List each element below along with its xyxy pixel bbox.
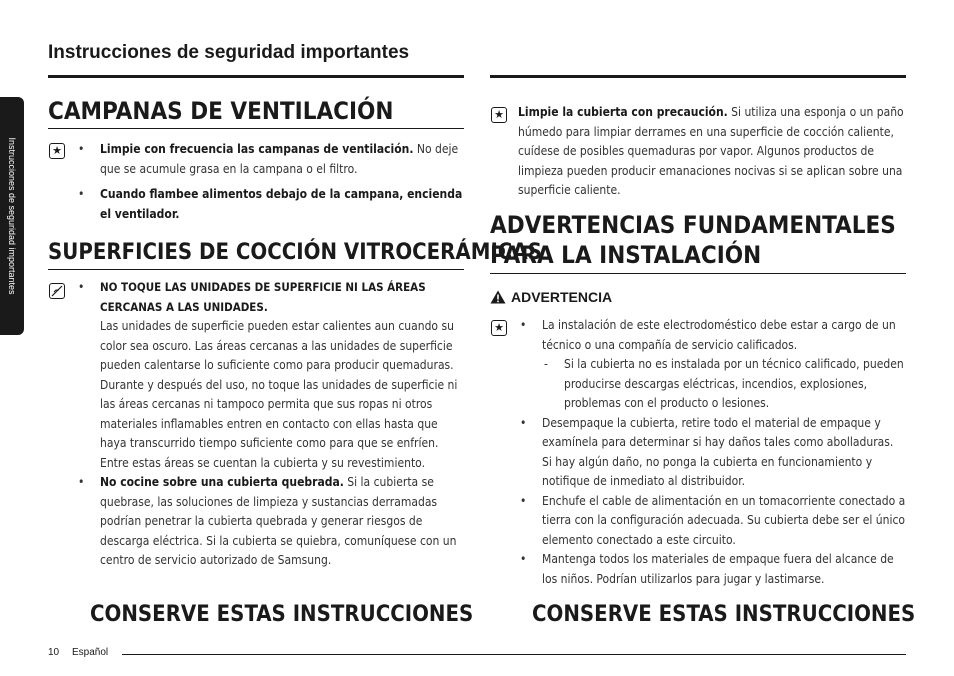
item-text: Las unidades de superficie pueden estar calientes aun cuando su color sea oscuro. Las áreas cercanas a las unidades de superficie pueden calentarse lo suficiente como para producir quemaduras. Durante y después del uso, no toque las unidades de superficie ni las áreas cercanas ni tampoco permita que sus ropas ni otros materiales inflamables entren en contacto con ellas hasta que haya transcurrido tiempo suficiente como para que se enfríen. xyxy=(100,319,458,450)
list-item: • Mantenga todos los materiales de empaque fuera del alcance de los niños. Podrían utilizarlos para jugar y lastimarse. xyxy=(520,552,894,586)
section-title-hoods: CAMPANAS DE VENTILACIÓN xyxy=(48,97,394,125)
list-item: • La instalación de este electrodoméstico debe estar a cargo de un técnico o una compañía de servicio calificados. - Si la cubierta no es instalada por un técnico calificado, pueden producirse descargas eléctricas, incendios, explosiones, problemas con el producto o lesiones. xyxy=(518,316,906,414)
item-extra: Entre estas áreas se cuentan la cubierta y su revestimiento. xyxy=(100,455,425,470)
item-bold: NO TOQUE LAS UNIDADES DE SUPERFICIE NI LAS ÁREAS CERCANAS A LAS UNIDADES. xyxy=(100,280,426,314)
header-rule-right xyxy=(490,75,906,78)
item-text: Desempaque la cubierta, retire todo el material de empaque y examínela para determinar si hay daños tales como abolladuras. Si hay algún daño, no ponga la cubierta en funcionamiento y notifique de inmediato al distribuidor. xyxy=(542,415,894,488)
warning-icon xyxy=(490,290,506,304)
section-title-install: ADVERTENCIAS FUNDAMENTALES PARA LA INSTALACIÓN xyxy=(490,211,896,269)
header-rule-left xyxy=(48,75,464,78)
sub-item: - Si la cubierta no es instalada por un técnico calificado, pueden producirse descargas eléctricas, incendios, explosiones, problemas con el producto o lesiones. xyxy=(544,357,904,410)
item-text: No deje que se acumule grasa en la campana o el filtro. xyxy=(100,142,459,176)
conserve-right: CONSERVE ESTAS INSTRUCCIONES xyxy=(532,602,916,627)
warning-text: ADVERTENCIA xyxy=(511,289,613,305)
item-text: La instalación de este electrodoméstico debe estar a cargo de un técnico o una compañía de servicio calificados. xyxy=(542,318,896,352)
item-bold: Limpie la cubierta con precaución. xyxy=(518,105,728,119)
section-rule-install xyxy=(490,273,906,274)
hoods-list xyxy=(76,140,464,224)
warning-label xyxy=(490,289,612,305)
list-item: • NO TOQUE LAS UNIDADES DE SUPERFICIE NI LAS ÁREAS CERCANAS A LAS UNIDADES. Las unidades de superficie pueden estar calientes aun cuando su color sea oscuro. Las áreas cercanas a las unidades de superficie pueden calentarse lo suficiente como para producir quemaduras. Durante y después del uso, no toque las unidades de superficie ni las áreas cercanas ni tampoco permita que sus ropas ni otros materiales inflamables entren en contacto con ellas hasta que haya transcurrido tiempo suficiente como para que se enfríen. Entre estas áreas se cuentan la cubierta y su revestimiento. xyxy=(76,278,464,473)
conserve-left: CONSERVE ESTAS INSTRUCCIONES xyxy=(90,602,474,627)
item-bold: Cuando flambee alimentos debajo de la campana, encienda el ventilador. xyxy=(100,187,463,221)
ceramic-list xyxy=(76,278,464,571)
page-number: 10 xyxy=(48,647,60,658)
star-icon: ★ xyxy=(491,320,507,336)
star-icon: ★ xyxy=(491,107,507,123)
list-item: • Cuando flambee alimentos debajo de la campana, encienda el ventilador. xyxy=(78,187,463,221)
list-item: • Limpie con frecuencia las campanas de ventilación. No deje que se acumule grasa en la campana o el filtro. xyxy=(78,142,459,176)
clean-item xyxy=(518,103,906,201)
footer-rule xyxy=(122,654,906,655)
install-list xyxy=(518,316,906,589)
side-tab-label: Instrucciones de seguridad importantes xyxy=(7,137,17,295)
list-item: • No cocine sobre una cubierta quebrada. Si la cubierta se quebrase, las soluciones de limpieza y sustancias derramadas podrían penetrar la cubierta quebrada y generar riesgos de descarga eléctrica. Si la cubierta se quiebra, comuníquese con un centro de servicio autorizado de Samsung. xyxy=(78,475,457,567)
star-icon: ★ xyxy=(49,143,65,159)
item-text: Si utiliza una esponja o un paño húmedo para limpiar derrames en una superficie de cocción caliente, cuídese de posibles quemaduras por vapor. Algunos productos de limpieza pueden producir emanaciones nocivas si se aplican sobre una superficie caliente. xyxy=(518,105,904,197)
sub-item-text: Si la cubierta no es instalada por un técnico calificado, pueden producirse descargas eléctricas, incendios, explosiones, problemas con el producto o lesiones. xyxy=(564,357,904,410)
item-bold: Limpie con frecuencia las campanas de ventilación. xyxy=(100,142,414,156)
section-rule-ceramic xyxy=(48,269,464,270)
item-text: Mantenga todos los materiales de empaque fuera del alcance de los niños. Podrían utilizarlos para jugar y lastimarse. xyxy=(542,552,894,586)
left-column xyxy=(48,96,464,126)
side-tab xyxy=(0,97,24,335)
section-rule-hoods xyxy=(48,128,464,129)
item-text: Enchufe el cable de alimentación en un tomacorriente conectado a tierra con la configuración adecuada. Su cubierta debe ser el único elemento conectado a este circuito. xyxy=(542,493,906,547)
page-title: Instrucciones de seguridad importantes xyxy=(48,42,410,63)
section-install xyxy=(490,210,906,270)
footer-language: Español xyxy=(72,647,109,658)
item-bold: No cocine sobre una cubierta quebrada. xyxy=(100,475,344,489)
no-touch-icon xyxy=(49,283,65,299)
list-item: • Enchufe el cable de alimentación en un tomacorriente conectado a tierra con la configuración adecuada. Su cubierta debe ser el único elemento conectado a este circuito. xyxy=(520,493,906,547)
section-title-ceramic: SUPERFICIES DE COCCIÓN VITROCERÁMICAS xyxy=(48,240,542,265)
section-ceramic xyxy=(48,238,542,268)
item-text: Si la cubierta se quebrase, las soluciones de limpieza y sustancias derramadas podrían penetrar la cubierta quebrada y generar riesgos de descarga eléctrica. Si la cubierta se quiebra, comuníquese con un centro de servicio autorizado de Samsung. xyxy=(100,475,457,567)
list-item: • Desempaque la cubierta, retire todo el material de empaque y examínela para determinar si hay daños tales como abolladuras. Si hay algún daño, no ponga la cubierta en funcionamiento y notifique de inmediato al distribuidor. xyxy=(520,415,894,488)
